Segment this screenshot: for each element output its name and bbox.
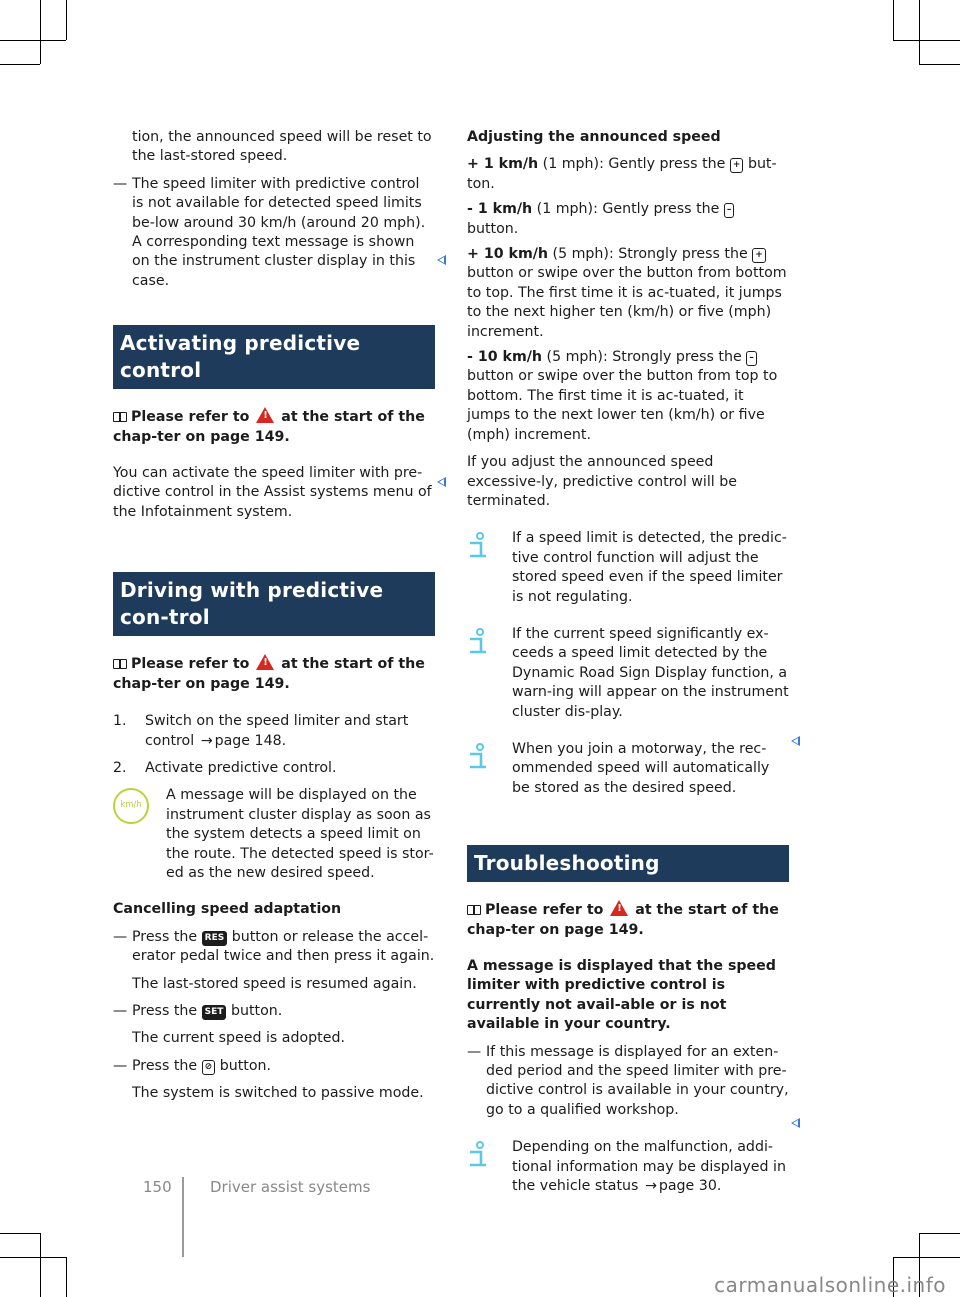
dash-bullet: — (113, 1057, 128, 1074)
crop-mark (0, 1257, 66, 1258)
refer-text: Please refer to (131, 409, 250, 426)
footer-divider (182, 1177, 184, 1257)
note-text: When you join a motorway, the rec-ommended speed will automatically be stored as the desired speed. (512, 740, 770, 796)
note-text: A message will be displayed on the instrument cluster display as soon as the system detects a speed limit on the route. The detected speed is stor-ed as the new desired speed. (166, 787, 434, 881)
definition-text-after: but-ton. (467, 156, 777, 192)
bullet-text: button. (230, 1002, 283, 1019)
refer-text: Please refer to (485, 902, 604, 919)
bullet-text: If this message is displayed for an exten-ded period and the speed limiter with pre-dictive control is available in your country, go to a qualified workshop. (486, 1043, 789, 1118)
crop-mark (919, 64, 960, 65)
left-column (113, 128, 435, 1112)
arrow-right-icon: → (200, 732, 213, 749)
crop-mark (40, 0, 41, 64)
crop-mark (0, 1233, 40, 1234)
note-text: If a speed limit is detected, the predic-tive control function will adjust the stored speed even if the speed limiter is not regulating. (512, 530, 787, 605)
dash-bullet: — (113, 928, 128, 945)
definition-term: - 1 km/h (467, 201, 533, 218)
definition-text: Gently press the (602, 201, 720, 218)
end-of-section-icon (791, 1118, 800, 1128)
dash-bullet: — (113, 1002, 128, 1019)
watermark: carmanualsonline.info (714, 1272, 946, 1297)
book-icon (113, 412, 127, 422)
end-of-section-icon (437, 255, 446, 265)
plus-button-icon: + (752, 248, 766, 263)
bullet-text: button. (219, 1057, 272, 1074)
numbered-step (113, 712, 435, 751)
warning-icon (256, 407, 274, 423)
step-number: 1. (113, 713, 127, 730)
definition-item (467, 245, 789, 342)
info-note (467, 529, 789, 607)
definition-item (467, 200, 789, 239)
info-note (467, 740, 789, 798)
crop-mark (919, 0, 920, 64)
definition-term: + 10 km/h (467, 246, 549, 263)
continued-text: tion, the announced speed will be reset to the last-stored speed. (132, 129, 432, 165)
section-heading: Driving with predictive con-trol (113, 572, 435, 636)
plus-button-icon: + (730, 158, 744, 173)
paragraph: You can activate the speed limiter with pre-dictive control in the Assist systems menu of the Infotainment system. (113, 465, 432, 520)
warning-icon (610, 900, 628, 916)
dash-bullet: — (467, 1043, 482, 1060)
page-number: 150 (143, 1178, 172, 1196)
definition-unit: (1 mph): (536, 201, 598, 218)
kmh-note (113, 786, 435, 883)
press-text: Press the (132, 1057, 198, 1074)
result-text: The last-stored speed is resumed again. (132, 975, 417, 992)
info-note (467, 1138, 789, 1196)
info-note (467, 625, 789, 722)
press-text: Press the (132, 1002, 198, 1019)
crop-mark (893, 1257, 960, 1258)
book-icon (113, 659, 127, 669)
refer-text-after: at the start of the chap-ter on page 149. (467, 902, 779, 938)
definition-item (467, 155, 789, 194)
set-button-icon: SET (202, 1005, 227, 1020)
crop-mark (0, 40, 66, 41)
definition-item (467, 348, 789, 445)
crop-mark (40, 1233, 41, 1297)
result-text: The current speed is adopted. (132, 1030, 345, 1047)
bullet-text: The speed limiter with predictive control is not available for detected speed limits be-low around 30 km/h (around 20 mph). (132, 175, 426, 231)
note-text-body: Depending on the malfunction, addi-tional information may be displayed in the vehicle status (512, 1139, 786, 1195)
definition-unit: (5 mph): (546, 349, 608, 366)
definition-unit: (5 mph): (552, 246, 614, 263)
definition-unit: (1 mph): (542, 156, 604, 173)
list-item (113, 1002, 435, 1049)
refer-note (113, 407, 435, 447)
refer-note (113, 654, 435, 694)
step-text: Activate predictive control. (145, 759, 337, 776)
end-of-section-icon (437, 477, 446, 487)
info-icon (467, 628, 487, 656)
arrow-right-icon: → (644, 1178, 657, 1195)
crop-mark (0, 64, 40, 65)
section-heading: Troubleshooting (467, 845, 789, 882)
list-item (113, 1057, 435, 1104)
step-number: 2. (113, 759, 127, 776)
off-button-icon: ⊘ (202, 1060, 216, 1075)
minus-button-icon: – (724, 203, 735, 218)
definition-text-after: button or swipe over the button from top to bottom. The first time it is ac-tuated, it jumps to the next lower ten (km/h) or five (mph) increment. (467, 368, 778, 443)
info-icon (467, 532, 487, 560)
list-item (113, 175, 435, 291)
paragraph: If you adjust the announced speed excessive-ly, predictive control will be terminated. (467, 454, 737, 509)
warning-icon (256, 654, 274, 670)
dash-bullet: — (113, 175, 128, 192)
end-of-section-icon (791, 736, 800, 746)
refer-text: Please refer to (131, 656, 250, 673)
definition-text-after: button or swipe over the button from bottom to top. The first time it is ac-tuated, it jumps to the next higher ten (km/h) or five (mph) increment. (467, 265, 787, 340)
definition-text: Strongly press the (612, 349, 742, 366)
minus-button-icon: – (746, 351, 757, 366)
refer-text-after: at the start of the chap-ter on page 149. (113, 656, 425, 692)
list-item (467, 1043, 789, 1121)
refer-note (467, 900, 789, 940)
chapter-title: Driver assist systems (210, 1178, 371, 1196)
press-text: Press the (132, 928, 198, 945)
note-text (467, 1138, 789, 1196)
bullet-text-extra: A corresponding text message is shown on the instrument cluster display in this case. (132, 234, 416, 289)
step-text: Switch on the speed limiter and start control (145, 713, 409, 749)
subheading: Cancelling speed adaptation (113, 901, 342, 918)
crop-mark (66, 1257, 67, 1297)
refer-text-after: at the start of the chap-ter on page 149. (113, 409, 425, 445)
page-reference[interactable]: page 30. (658, 1178, 722, 1195)
crop-mark (893, 40, 960, 41)
numbered-step (113, 759, 435, 778)
trouble-heading: A message is displayed that the speed limiter with predictive control is currently not avail-able or is not available in your country. (467, 958, 776, 1033)
page-reference[interactable]: page 148. (214, 732, 287, 749)
definition-text-after: button. (467, 220, 519, 237)
result-text: The system is switched to passive mode. (132, 1085, 424, 1102)
info-icon (467, 743, 487, 771)
subheading: Adjusting the announced speed (467, 129, 721, 145)
definition-term: + 1 km/h (467, 156, 539, 173)
right-column (467, 128, 789, 1204)
bullet-text: button or release the accel-erator pedal twice and then press it again. (132, 928, 435, 965)
res-button-icon: RES (202, 931, 228, 946)
book-icon (467, 905, 481, 915)
crop-mark (893, 0, 894, 40)
crop-mark (919, 1233, 960, 1234)
crop-mark (66, 0, 67, 40)
list-item (113, 928, 435, 994)
definition-text: Strongly press the (618, 246, 748, 263)
definition-term: - 10 km/h (467, 349, 543, 366)
note-text: If the current speed significantly ex-ceeds a speed limit detected by the Dynamic Road Sign Display function, a warn-ing will appear on the instrument cluster dis-play. (512, 625, 789, 720)
section-heading: Activating predictive control (113, 325, 435, 389)
definition-text: Gently press the (608, 156, 726, 173)
info-icon (467, 1141, 487, 1169)
speed-icon: km/h (113, 788, 149, 824)
